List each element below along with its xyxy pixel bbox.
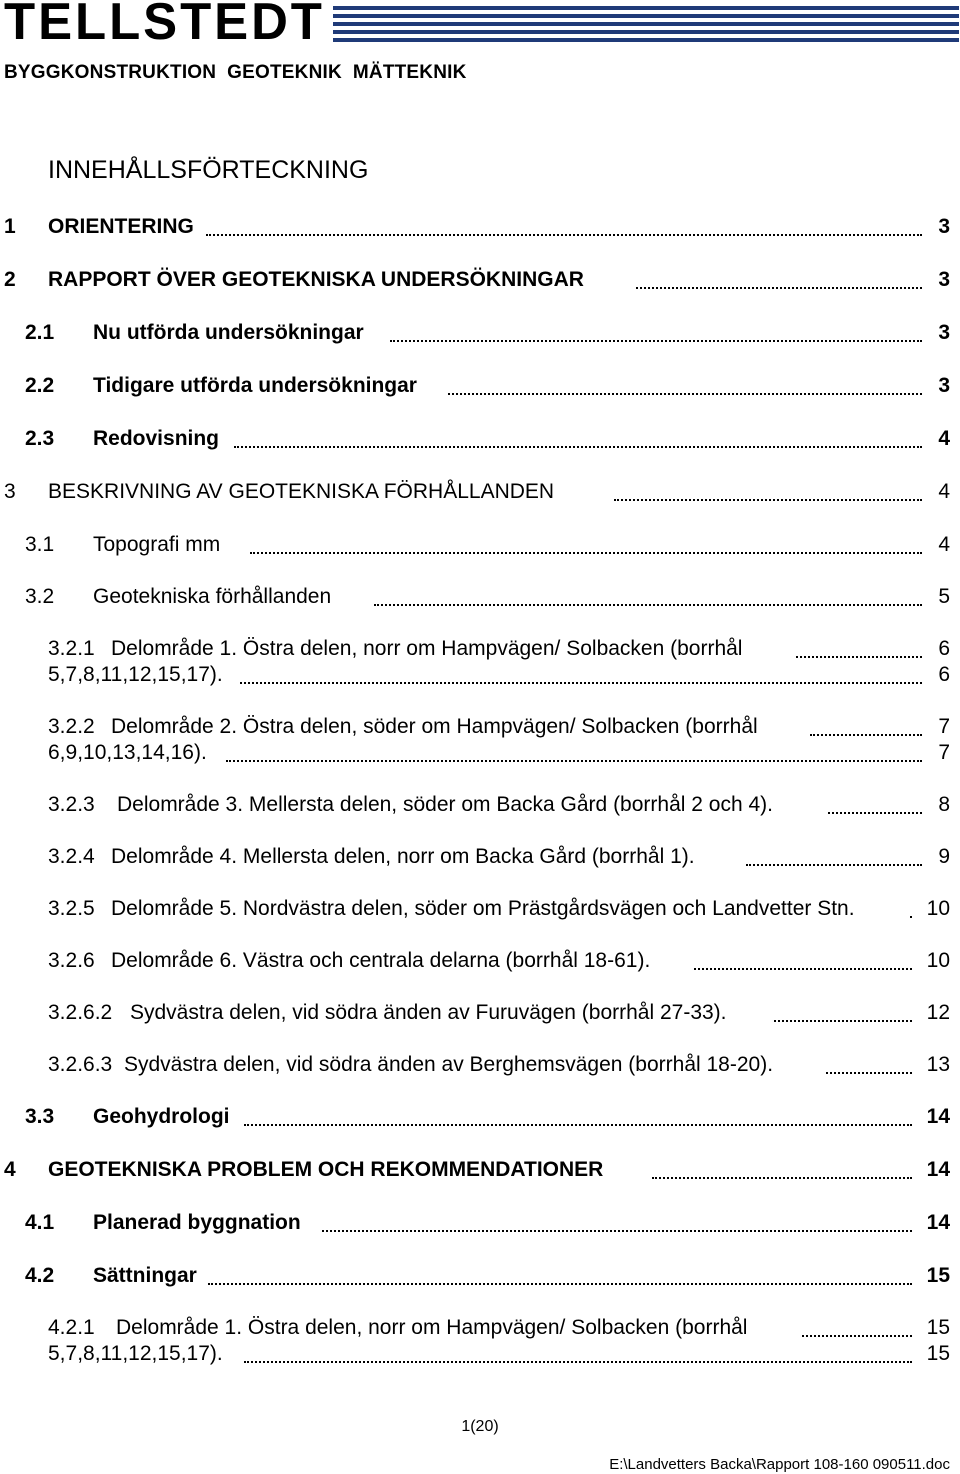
- file-path: E:\Landvetters Backa\Rapport 108-160 090511.doc: [609, 1456, 950, 1473]
- toc-title-text: Delområde 3. Mellersta delen, söder om Backa Gård (borrhål 2 och 4).: [117, 793, 773, 816]
- company-logo: TELLSTEDT: [4, 0, 325, 51]
- toc-title-text: Sättningar: [93, 1264, 197, 1287]
- toc-leader: [652, 1167, 912, 1179]
- toc-number: 3: [4, 480, 16, 503]
- toc-number: 1: [4, 215, 16, 238]
- toc-number: 2.3: [25, 427, 55, 450]
- toc-number: 2: [4, 268, 16, 291]
- toc-entry[interactable]: [0, 1208, 960, 1238]
- toc-leader: [636, 277, 922, 289]
- toc-title-text: GEOTEKNISKA PROBLEM OCH REKOMMENDATIONER: [48, 1158, 604, 1181]
- toc-leader: [796, 646, 922, 658]
- toc-leader: [614, 489, 922, 501]
- toc-number: 3.2.1: [48, 637, 95, 660]
- toc-page: 6: [938, 663, 950, 686]
- company-tagline: BYGGKONSTRUKTION GEOTEKNIK MÄTTEKNIK: [4, 62, 467, 83]
- toc-entry[interactable]: [0, 1339, 960, 1369]
- toc-page: 3: [938, 321, 950, 344]
- logo-stripes: [333, 6, 959, 44]
- toc-entry[interactable]: [0, 842, 960, 872]
- toc-title-text: Delområde 2. Östra delen, söder om Hampvägen/ Solbacken (borrhål: [111, 715, 758, 738]
- toc-number: 2.2: [25, 374, 55, 397]
- toc-number: 3.2.6.3: [48, 1053, 113, 1076]
- toc-page: 10: [926, 949, 950, 972]
- toc-title: INNEHÅLLSFÖRTECKNING: [48, 156, 369, 184]
- toc-leader: [322, 1220, 912, 1232]
- toc-leader: [374, 594, 922, 606]
- toc-number: 4: [4, 1158, 16, 1181]
- toc-entry[interactable]: [0, 1155, 960, 1185]
- toc-leader: [250, 542, 922, 554]
- toc-number: 3.2.6.2: [48, 1001, 113, 1024]
- toc-title-text: Sydvästra delen, vid södra änden av Furuvägen (borrhål 27-33).: [130, 1001, 727, 1024]
- toc-leader: [694, 958, 912, 970]
- toc-leader: [244, 1114, 912, 1126]
- toc-page: 7: [938, 715, 950, 738]
- toc-title-text: Redovisning: [93, 427, 220, 450]
- toc-leader: [828, 802, 922, 814]
- toc-leader: [826, 1062, 912, 1074]
- toc-entry[interactable]: [0, 212, 960, 242]
- toc-page: 8: [938, 793, 950, 816]
- toc-title-text: Geotekniska förhållanden: [93, 585, 332, 608]
- toc-title-text: Geohydrologi: [93, 1105, 230, 1128]
- toc-title-text: Sydvästra delen, vid södra änden av Berghemsvägen (borrhål 18-20).: [124, 1053, 774, 1076]
- toc-title-text: Delområde 4. Mellersta delen, norr om Backa Gård (borrhål 1).: [111, 845, 695, 868]
- toc-title-text: Planerad byggnation: [93, 1211, 301, 1234]
- toc-entry[interactable]: [0, 1261, 960, 1291]
- toc-entry[interactable]: [0, 1102, 960, 1132]
- toc-title-text: Nu utförda undersökningar: [93, 321, 364, 344]
- toc-page: 15: [926, 1342, 950, 1365]
- toc-entry[interactable]: [0, 582, 960, 612]
- toc-title-text: Delområde 1. Östra delen, norr om Hampvägen/ Solbacken (borrhål: [116, 1316, 748, 1339]
- toc-entry[interactable]: [0, 660, 960, 690]
- toc-title-text: Delområde 6. Västra och centrala delarna (borrhål 18-61).: [111, 949, 651, 972]
- toc-title-text: 5,7,8,11,12,15,17).: [48, 663, 223, 686]
- toc-leader: [390, 330, 922, 342]
- toc-leader: [774, 1010, 912, 1022]
- toc-leader: [208, 1273, 912, 1285]
- toc-leader: [802, 1325, 912, 1337]
- toc-page: 14: [926, 1105, 950, 1128]
- toc-entry[interactable]: [0, 998, 960, 1028]
- toc-number: 3.2.3: [48, 793, 95, 816]
- toc-leader: [226, 750, 922, 762]
- toc-leader: [448, 383, 922, 395]
- toc-number: 3.2: [25, 585, 55, 608]
- toc-number: 3.3: [25, 1105, 55, 1128]
- toc-entry[interactable]: [0, 790, 960, 820]
- toc-number: 3.2.2: [48, 715, 95, 738]
- toc-entry[interactable]: [0, 265, 960, 295]
- toc-page: 9: [938, 845, 950, 868]
- toc-number: 4.2: [25, 1264, 55, 1287]
- toc-number: 3.2.4: [48, 845, 95, 868]
- toc-page: 3: [938, 374, 950, 397]
- toc-page: 3: [938, 268, 950, 291]
- toc-page: 14: [926, 1211, 950, 1234]
- toc-number: 3.1: [25, 533, 55, 556]
- toc-page: 4: [938, 427, 950, 450]
- toc-entry[interactable]: [0, 530, 960, 560]
- toc-entry[interactable]: [0, 1050, 960, 1080]
- toc-entry[interactable]: [0, 371, 960, 401]
- toc-title-text: Tidigare utförda undersökningar: [93, 374, 417, 397]
- toc-entry[interactable]: [0, 318, 960, 348]
- toc-title-text: Delområde 1. Östra delen, norr om Hampvägen/ Solbacken (borrhål: [111, 637, 743, 660]
- toc-entry[interactable]: [0, 738, 960, 768]
- toc-page: 13: [926, 1053, 950, 1076]
- toc-title-text: Delområde 5. Nordvästra delen, söder om Prästgårdsvägen och Landvetter Stn.: [111, 897, 855, 920]
- toc-page: 12: [926, 1001, 950, 1024]
- toc-leader: [240, 672, 922, 684]
- letterhead: [0, 0, 960, 90]
- toc-leader: [746, 854, 922, 866]
- toc-entry[interactable]: [0, 477, 960, 507]
- toc-page: 10: [926, 897, 950, 920]
- toc-page: 5: [938, 585, 950, 608]
- toc-number: 2.1: [25, 321, 55, 344]
- toc-entry[interactable]: [0, 424, 960, 454]
- toc-page: 15: [926, 1316, 950, 1339]
- toc-page: 4: [938, 480, 950, 503]
- toc-number: 4.2.1: [48, 1316, 95, 1339]
- toc-page: 15: [926, 1264, 950, 1287]
- toc-page: 4: [938, 533, 950, 556]
- toc-entry[interactable]: [0, 946, 960, 976]
- toc-leader: [244, 1351, 912, 1363]
- toc-number: 3.2.6: [48, 949, 95, 972]
- toc-leader: [910, 906, 912, 918]
- toc-leader: [234, 436, 922, 448]
- toc-page: 6: [938, 637, 950, 660]
- toc-title-text: 5,7,8,11,12,15,17).: [48, 1342, 223, 1365]
- toc-leader: [810, 724, 922, 736]
- page-number: 1(20): [461, 1418, 499, 1435]
- toc-number: 3.2.5: [48, 897, 95, 920]
- toc-page: 3: [938, 215, 950, 238]
- toc-number: 4.1: [25, 1211, 55, 1234]
- toc-title-text: Topografi mm: [93, 533, 221, 556]
- toc-page: 14: [926, 1158, 950, 1181]
- toc-title-text: RAPPORT ÖVER GEOTEKNISKA UNDERSÖKNINGAR: [48, 268, 584, 291]
- toc-title-text: BESKRIVNING AV GEOTEKNISKA FÖRHÅLLANDEN: [48, 480, 555, 503]
- toc-title-text: ORIENTERING: [48, 215, 194, 238]
- toc-leader: [206, 224, 922, 236]
- toc-page: 7: [938, 741, 950, 764]
- toc-title-text: 6,9,10,13,14,16).: [48, 741, 207, 764]
- toc-entry[interactable]: [0, 894, 960, 924]
